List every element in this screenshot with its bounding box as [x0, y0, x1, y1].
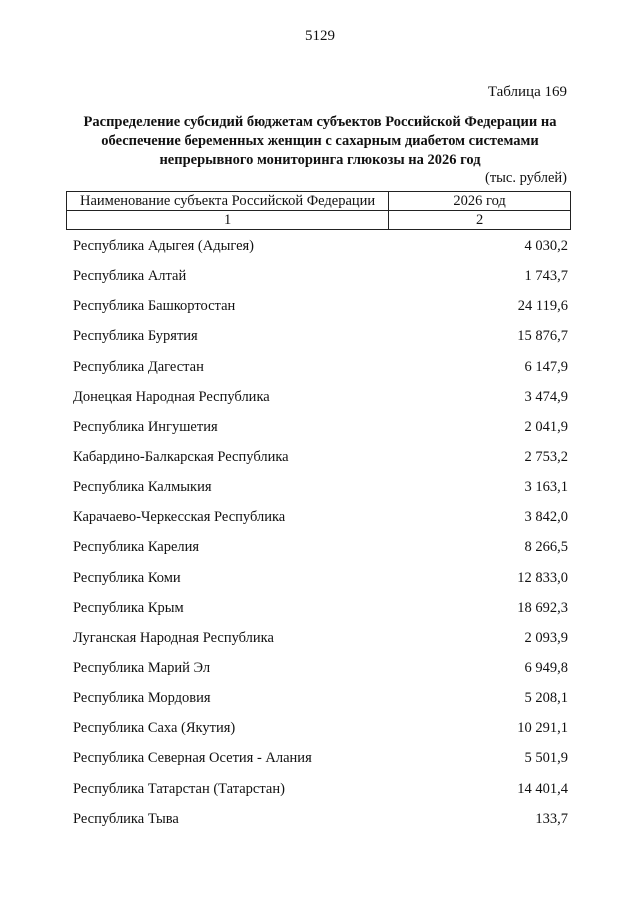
region-name: Республика Татарстан (Татарстан)	[73, 780, 285, 797]
document-title	[60, 113, 580, 170]
region-name: Республика Тыва	[73, 810, 179, 827]
subsidy-value: 3 163,1	[524, 479, 568, 496]
subsidy-value: 15 876,7	[517, 328, 568, 345]
region-name: Республика Мордовия	[73, 690, 211, 707]
table-row	[73, 267, 568, 297]
subsidy-value: 24 119,6	[517, 298, 568, 315]
subsidy-value: 1 743,7	[524, 268, 568, 285]
title-line: обеспечение беременных женщин с сахарным диабетом системами	[101, 133, 539, 149]
table-row	[73, 780, 568, 810]
table-row	[73, 599, 568, 629]
region-name: Республика Карелия	[73, 539, 200, 556]
header-year-column: 2026 год	[389, 192, 571, 211]
region-name: Республика Коми	[73, 569, 181, 586]
table-row	[73, 569, 568, 599]
region-name: Республика Марий Эл	[73, 659, 211, 676]
region-name: Луганская Народная Республика	[73, 629, 274, 646]
table-row	[73, 689, 568, 719]
table-row	[73, 538, 568, 568]
units-label: (тыс. рублей)	[485, 170, 567, 186]
table-row	[73, 327, 568, 357]
table-row	[73, 358, 568, 388]
table-row	[73, 629, 568, 659]
table-row	[73, 297, 568, 327]
region-name: Республика Саха (Якутия)	[73, 720, 236, 737]
subsidy-value: 5 208,1	[524, 690, 568, 707]
table-row	[73, 478, 568, 508]
region-name: Республика Алтай	[73, 268, 187, 285]
table-row	[73, 237, 568, 267]
table-header	[66, 191, 571, 230]
title-line: непрерывного мониторинга глюкозы на 2026 год	[159, 152, 481, 168]
table-row	[73, 719, 568, 749]
subsidy-value: 3 842,0	[524, 509, 568, 526]
subsidy-value: 6 949,8	[524, 659, 568, 676]
subsidy-value: 6 147,9	[524, 358, 568, 375]
region-name: Республика Дагестан	[73, 358, 204, 375]
subsidy-value: 133,7	[535, 810, 568, 827]
subsidy-value: 18 692,3	[517, 599, 568, 616]
page-number: 5129	[305, 28, 335, 44]
region-name: Донецкая Народная Республика	[73, 388, 270, 405]
table-row	[73, 448, 568, 478]
region-name: Республика Ингушетия	[73, 418, 218, 435]
region-name: Кабардино-Балкарская Республика	[73, 448, 289, 465]
subsidy-value: 4 030,2	[524, 238, 568, 254]
subsidy-value: 14 401,4	[517, 780, 568, 797]
region-name: Республика Северная Осетия - Алания	[73, 750, 312, 767]
table-label: Таблица 169	[487, 84, 567, 100]
region-name: Республика Крым	[73, 599, 184, 616]
region-name: Республика Калмыкия	[73, 479, 212, 496]
subsidy-value: 2 041,9	[524, 418, 568, 435]
subsidy-value: 2 093,9	[524, 629, 568, 646]
title-line: Распределение субсидий бюджетам субъектов Российской Федерации на	[83, 114, 557, 130]
subsidy-value: 8 266,5	[524, 539, 568, 556]
table-row	[73, 388, 568, 418]
header-region-column: Наименование субъекта Российской Федерации	[67, 192, 389, 211]
header-column-number-1: 1	[67, 211, 389, 230]
subsidy-value: 3 474,9	[524, 388, 568, 405]
subsidy-value: 2 753,2	[524, 448, 568, 465]
region-name: Республика Адыгея (Адыгея)	[73, 238, 255, 254]
table-row	[73, 508, 568, 538]
region-name: Карачаево-Черкесская Республика	[73, 509, 286, 526]
subsidy-value: 12 833,0	[517, 569, 568, 586]
subsidy-value: 5 501,9	[524, 750, 568, 767]
header-column-number-2: 2	[389, 211, 571, 230]
table-row	[73, 749, 568, 779]
table-row	[73, 659, 568, 689]
region-name: Республика Башкортостан	[73, 298, 236, 315]
subsidy-value: 10 291,1	[517, 720, 568, 737]
table-body	[73, 237, 568, 840]
table-row	[73, 810, 568, 840]
region-name: Республика Бурятия	[73, 328, 198, 345]
table-row	[73, 418, 568, 448]
